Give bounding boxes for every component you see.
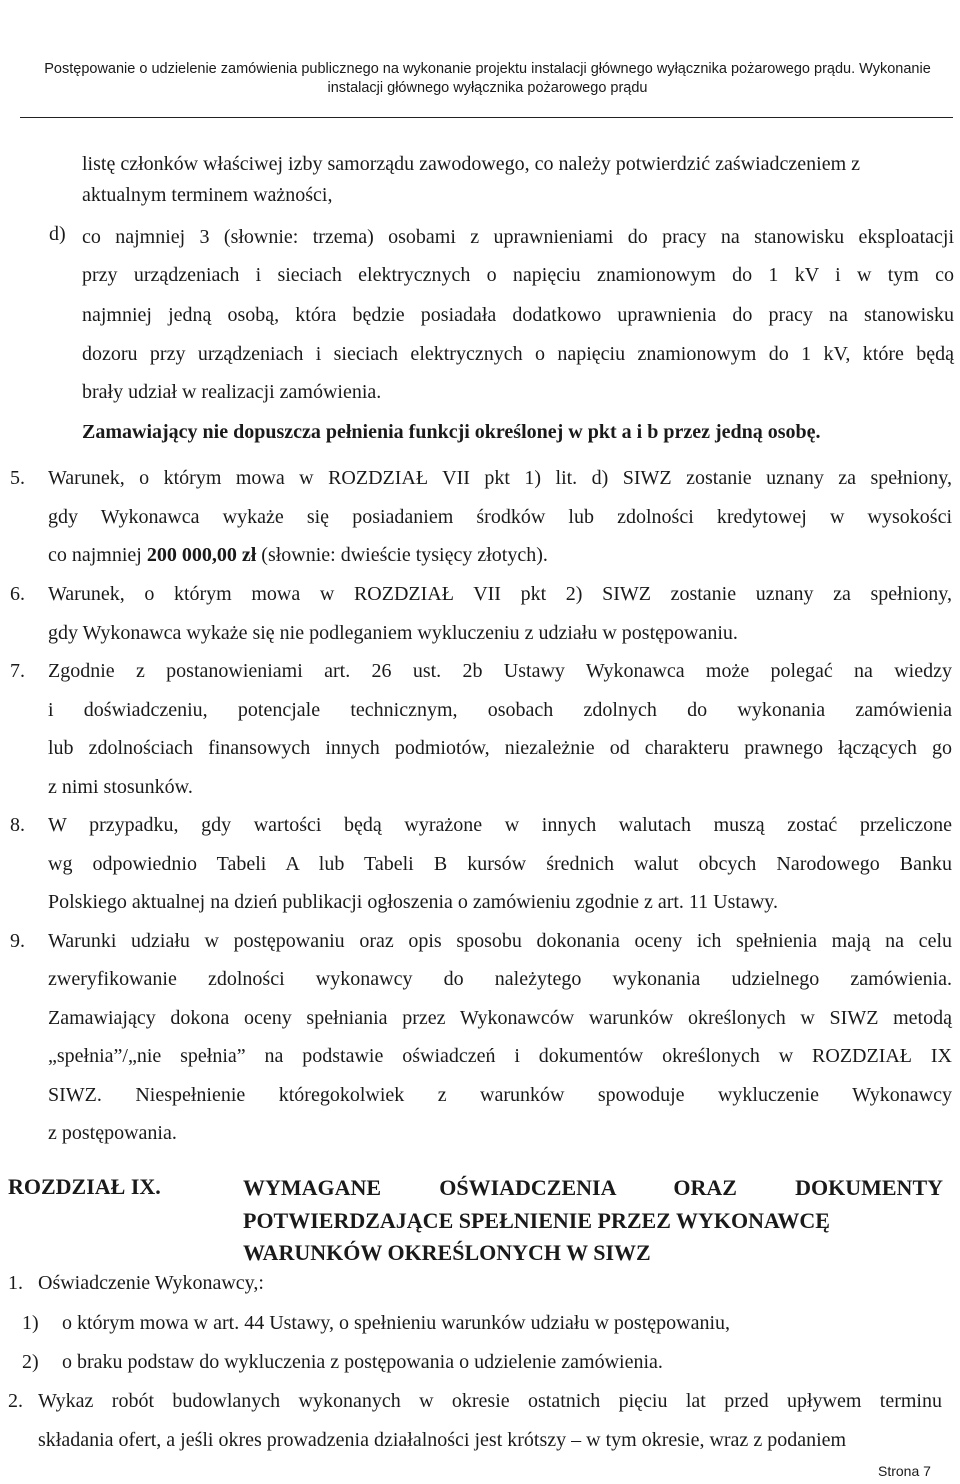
chapter-label: ROZDZIAŁ IX.	[8, 1174, 161, 1199]
paragraph-line: „spełnia”/„nie spełnia” na podstawie oświadczeń i dokumentów określonych w ROZDZIAŁ IX	[48, 1045, 952, 1067]
list-marker-1: 1.	[8, 1272, 23, 1294]
paragraph-line: Oświadczenie Wykonawcy,:	[38, 1272, 264, 1294]
list-marker-2: 2.	[8, 1390, 23, 1412]
paragraph-line: dozoru przy urządzeniach i sieciach elektrycznych o napięciu znamionowym do 1 kV, które będą	[82, 343, 954, 365]
chapter-title-line: WYMAGANE OŚWIADCZENIA ORAZ DOKUMENTY	[243, 1175, 943, 1200]
page-number: Strona 7	[878, 1463, 931, 1479]
paragraph-line: Polskiego aktualnej na dzień publikacji ogłoszenia o zamówieniu zgodnie z art. 11 Ustawy.	[48, 891, 778, 913]
chapter-title-line: POTWIERDZAJĄCE SPEŁNIENIE PRZEZ WYKONAWCĘ	[243, 1208, 830, 1233]
list-marker-6: 6.	[10, 583, 25, 605]
text-run: co najmniej	[48, 544, 147, 566]
paragraph-line: lub zdolnościach finansowych innych podmiotów, niezależnie od charakteru prawnego łączących go	[48, 737, 952, 759]
list-marker-7: 7.	[10, 660, 25, 682]
paragraph-line: o braku podstaw do wykluczenia z postępowania o udzielenie zamówienia.	[62, 1351, 663, 1373]
paragraph-line: co najmniej 3 (słownie: trzema) osobami z uprawnieniami do pracy na stanowisku eksploatacji	[82, 226, 954, 248]
paragraph-line: W przypadku, gdy wartości będą wyrażone w innych walutach muszą zostać przeliczone	[48, 814, 952, 836]
page-header	[20, 60, 955, 98]
paragraph-line: Wykaz robót budowlanych wykonanych w okresie ostatnich pięciu lat przed upływem terminu	[38, 1390, 942, 1412]
paragraph-line: Warunek, o którym mowa w ROZDZIAŁ VII pkt 1) lit. d) SIWZ zostanie uznany za spełniony,	[48, 467, 952, 489]
paragraph-line: z nimi stosunków.	[48, 776, 193, 798]
list-marker-5: 5.	[10, 467, 25, 489]
header-line-2: instalacji głównego wyłącznika pożarowego prądu	[327, 80, 648, 96]
paragraph-line: SIWZ. Niespełnienie któregokolwiek z warunków spowoduje wykluczenie Wykonawcy	[48, 1084, 952, 1106]
list-marker-8: 8.	[10, 814, 25, 836]
header-line-1: Postępowanie o udzielenie zamówienia publicznego na wykonanie projektu instalacji głównego wyłącznika pożarowego prądu. Wykonanie	[44, 61, 931, 77]
chapter-title-line: WARUNKÓW OKREŚLONYCH W SIWZ	[243, 1240, 651, 1265]
sublist-marker-1: 1)	[22, 1312, 39, 1334]
notice-text: Zamawiający nie dopuszcza pełnienia funkcji określonej w pkt a i b przez jedną osobę.	[82, 421, 821, 443]
paragraph-line: aktualnym terminem ważności,	[82, 184, 333, 206]
paragraph-line: wg odpowiednio Tabeli A lub Tabeli B kursów średnich walut obcych Narodowego Banku	[48, 853, 952, 875]
paragraph-line: Zamawiający dokona oceny spełniania przez Wykonawców warunków określonych w SIWZ metodą	[48, 1007, 952, 1029]
paragraph-line: Warunek, o którym mowa w ROZDZIAŁ VII pkt 2) SIWZ zostanie uznany za spełniony,	[48, 583, 952, 605]
paragraph-line: składania ofert, a jeśli okres prowadzenia działalności jest krótszy – w tym okresie, wraz z podaniem	[38, 1429, 847, 1451]
paragraph-line: i doświadczeniu, potencjale technicznym, osobach zdolnych do wykonania zamówienia	[48, 699, 952, 721]
paragraph-line	[48, 543, 548, 567]
paragraph-line: z postępowania.	[48, 1122, 177, 1144]
sublist-marker-2: 2)	[22, 1351, 39, 1373]
paragraph-line: Warunki udziału w postępowaniu oraz opis sposobu dokonania oceny ich spełnienia mają na celu	[48, 930, 952, 952]
paragraph-line: przy urządzeniach i sieciach elektrycznych o napięciu znamionowym do 1 kV i w tym co	[82, 264, 954, 286]
header-rule	[20, 117, 953, 118]
paragraph-line: o którym mowa w art. 44 Ustawy, o spełnieniu warunków udziału w postępowaniu,	[62, 1312, 731, 1334]
paragraph-line: brały udział w realizacji zamówienia.	[82, 381, 382, 403]
paragraph-line: zweryfikowanie zdolności wykonawcy do należytego wykonania udzielnego zamówienia.	[48, 968, 952, 990]
paragraph-line: listę członków właściwej izby samorządu zawodowego, co należy potwierdzić zaświadczeniem z	[82, 153, 861, 175]
list-marker-d: d)	[49, 223, 66, 245]
text-run: (słownie: dwieście tysięcy złotych).	[256, 544, 548, 566]
paragraph-line: gdy Wykonawca wykaże się posiadaniem środków lub zdolności kredytowej w wysokości	[48, 506, 952, 528]
paragraph-line: Zgodnie z postanowieniami art. 26 ust. 2b Ustawy Wykonawca może polegać na wiedzy	[48, 660, 952, 682]
paragraph-line: najmniej jedną osobą, która będzie posiadała dodatkowo uprawnienia do pracy na stanowisku	[82, 304, 954, 326]
amount-text: 200 000,00 zł	[146, 544, 257, 566]
paragraph-line: gdy Wykonawca wykaże się nie podleganiem wykluczeniu z udziału w postępowaniu.	[48, 622, 738, 644]
list-marker-9: 9.	[10, 930, 25, 952]
